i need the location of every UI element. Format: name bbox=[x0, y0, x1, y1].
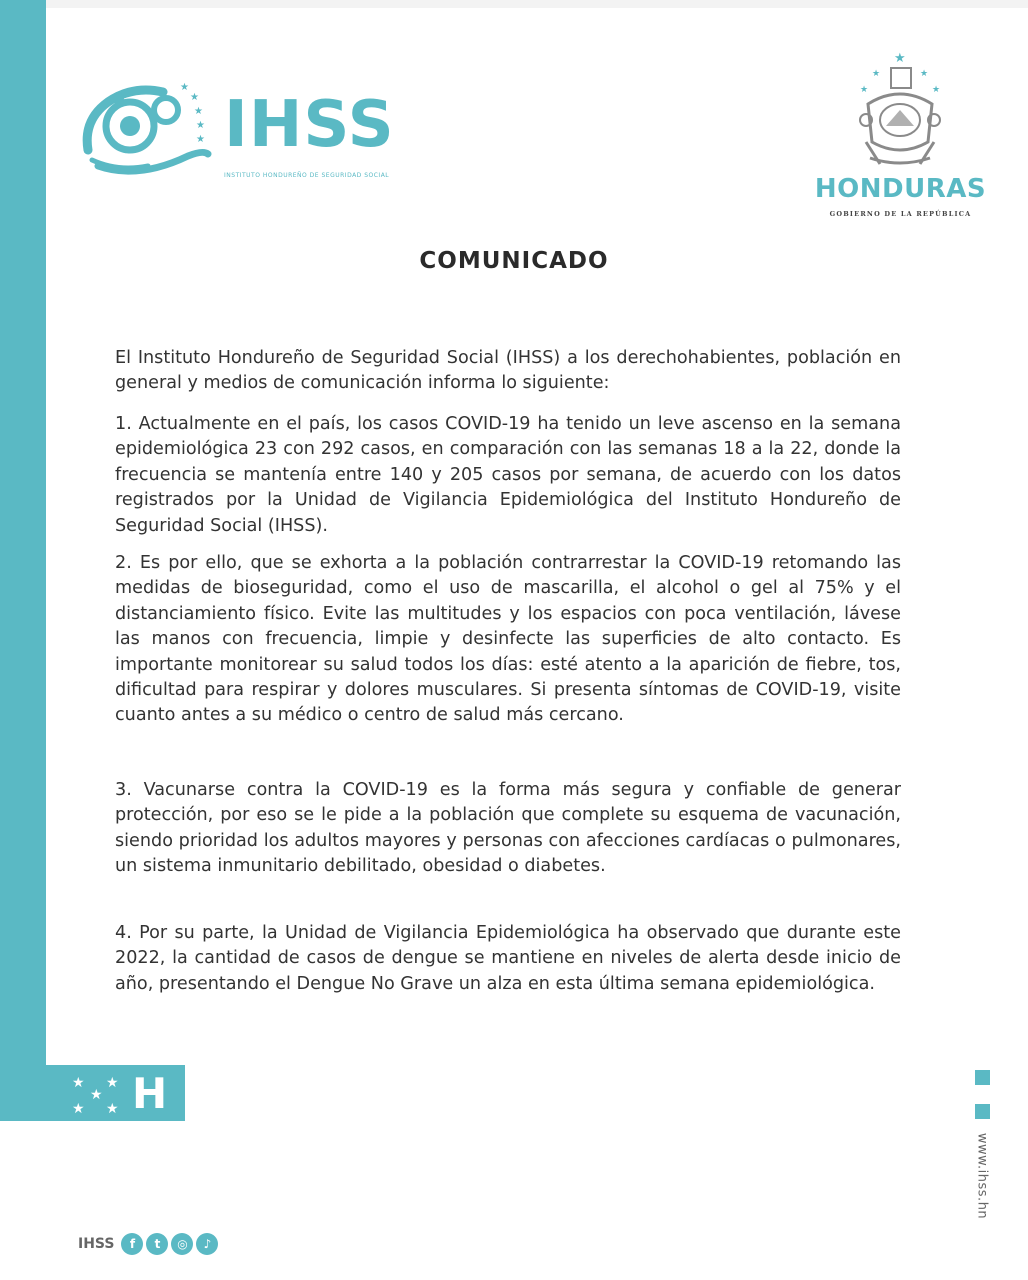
svg-text:★: ★ bbox=[872, 69, 881, 79]
svg-text:★: ★ bbox=[920, 69, 929, 79]
honduras-logo bbox=[808, 46, 993, 226]
intro-paragraph: El Instituto Hondureño de Seguridad Social (IHSS) a los derechohabientes, población en general y medios de comunicación informa lo siguiente: bbox=[115, 348, 901, 394]
ihss-logo-name: IHSS bbox=[224, 88, 395, 162]
top-strip bbox=[0, 0, 1028, 8]
svg-text:★: ★ bbox=[932, 85, 941, 95]
paragraph-2: 2. Es por ello, que se exhorta a la población contrarrestar la COVID-19 retomando las medidas de bioseguridad, como el uso de mascarilla, el alcohol o gel al 75% y el distanciamiento físico. Evite las multitudes y los espacios con poca ventilación, lávese las manos con frecuencia, limpie y desinfecte las superficies de alto contacto. Es importante monitorear su salud todos los días: esté atento a la aparición de fiebre, tos, dificultad para respirar y dolores musculares. Si presenta síntomas de COVID-19, visite cuanto antes a su médico o centro de salud más cercano. bbox=[115, 553, 901, 726]
coat-of-arms-icon bbox=[808, 46, 993, 171]
twitter-icon[interactable]: t bbox=[146, 1233, 168, 1255]
h-letter: H bbox=[132, 1069, 168, 1118]
svg-text:★: ★ bbox=[72, 1075, 85, 1091]
paragraph-3: 3. Vacunarse contra la COVID-19 es la forma más segura y confiable de generar protección, por eso se le pide a la población que complete su esquema de vacunación, siendo prioridad los adultos mayores y personas con afecciones cardíacas o pulmonares, un sistema inmunitario debilitado, obesidad o diabetes. bbox=[115, 780, 901, 877]
ihss-logo bbox=[78, 80, 398, 190]
svg-text:★: ★ bbox=[894, 51, 906, 66]
svg-text:★: ★ bbox=[90, 1087, 103, 1103]
svg-text:★: ★ bbox=[190, 92, 199, 103]
family-hands-logo-icon bbox=[78, 80, 218, 180]
svg-text:★: ★ bbox=[196, 134, 205, 145]
svg-text:★: ★ bbox=[194, 106, 203, 117]
svg-text:★: ★ bbox=[860, 85, 869, 95]
decor-square bbox=[975, 1070, 990, 1085]
svg-text:★: ★ bbox=[106, 1101, 119, 1117]
social-links bbox=[78, 1230, 218, 1258]
social-label: IHSS bbox=[78, 1236, 115, 1252]
paragraph-1: 1. Actualmente en el país, los casos COVID-19 ha tenido un leve ascenso en la semana epidemiológica 23 con 292 casos, en comparación con las semanas 18 a la 22, donde la frecuencia se mantenía entre 140 y 205 casos por semana, de acuerdo con los datos registrados por la Unidad de Vigilancia Epidemiológica del Instituto Hondureño de Seguridad Social (IHSS). bbox=[115, 414, 901, 536]
svg-text:★: ★ bbox=[180, 82, 189, 93]
ihss-logo-subtitle: INSTITUTO HONDUREÑO DE SEGURIDAD SOCIAL bbox=[224, 172, 390, 179]
stars-icon bbox=[66, 1069, 136, 1117]
instagram-icon[interactable]: ◎ bbox=[171, 1233, 193, 1255]
left-accent-bar bbox=[0, 0, 46, 1065]
paragraph-4: 4. Por su parte, la Unidad de Vigilancia Epidemiológica ha observado que durante este 2022, la cantidad de casos de dengue se mantiene en niveles de alerta desde inicio de año, presentando el Dengue No Grave un alza en esta última semana epidemiológica. bbox=[115, 923, 901, 994]
honduras-logo-subtitle: GOBIERNO DE LA REPÚBLICA bbox=[829, 210, 972, 218]
honduras-logo-name: HONDURAS bbox=[814, 174, 987, 204]
document-title: COMUNICADO bbox=[419, 248, 609, 274]
tiktok-icon[interactable]: ♪ bbox=[196, 1233, 218, 1255]
svg-text:★: ★ bbox=[106, 1075, 119, 1091]
decor-square bbox=[975, 1104, 990, 1119]
svg-text:★: ★ bbox=[72, 1101, 85, 1117]
svg-text:★: ★ bbox=[196, 120, 205, 131]
website-link[interactable]: www.ihss.hn bbox=[974, 1132, 990, 1220]
government-h-mark bbox=[0, 1065, 185, 1121]
facebook-icon[interactable]: f bbox=[121, 1233, 143, 1255]
